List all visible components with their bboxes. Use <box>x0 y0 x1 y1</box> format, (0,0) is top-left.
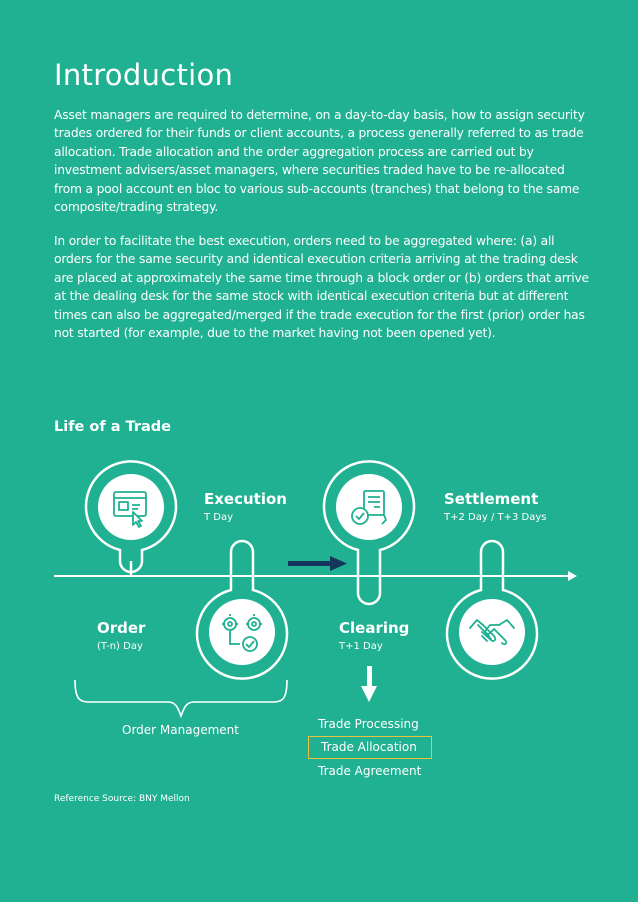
settlement-sub: T+2 Day / T+3 Days <box>444 512 547 523</box>
intro-paragraph-2: In order to facilitate the best execution, orders need to be aggregated where: (a) all orders for the same security and identical execution criteria arriving at the trading desk are placed at approximately the same time through a block order or (b) orders that arrive at the dealing desk for the same stock with identical execution criteria but at different times can also be aggregated/merged if the trade execution for the first (prior) order has not started (for example, due to the market having not been opened yet). <box>54 234 589 341</box>
clearing-sub: T+1 Day <box>339 641 383 652</box>
reference-source: Reference Source: BNY Mellon <box>54 794 190 804</box>
order-management-brace <box>75 680 287 716</box>
order-management-label: Order Management <box>122 723 239 737</box>
clearing-step-trade-processing: Trade Processing <box>318 717 419 731</box>
diagram-title: Life of a Trade <box>54 419 171 435</box>
clearing-step-trade-agreement: Trade Agreement <box>318 764 422 778</box>
settlement-label: Settlement <box>444 490 539 508</box>
order-label: Order <box>97 619 146 637</box>
process-arrow <box>288 556 347 571</box>
clearing-down-arrow <box>361 666 377 702</box>
clearing-step-trade-allocation: Trade Allocation <box>321 740 417 754</box>
intro-paragraph-1: Asset managers are required to determine, on a day-to-day basis, how to assign security trades ordered for their funds or client accounts, a process generally referred to as trade allocation. Trade allocation and the order aggregation process are carried out by investment advisers/asset managers, where securities traded have to be re-allocated from a pool account en bloc to various sub-accounts (tranches) that belong to the same composite/trading strategy. <box>54 108 585 215</box>
order-sub: (T-n) Day <box>97 641 143 652</box>
execution-sub: T Day <box>204 512 234 523</box>
execution-label: Execution <box>204 490 287 508</box>
clearing-label: Clearing <box>339 619 410 637</box>
page-title: Introduction <box>54 58 234 92</box>
